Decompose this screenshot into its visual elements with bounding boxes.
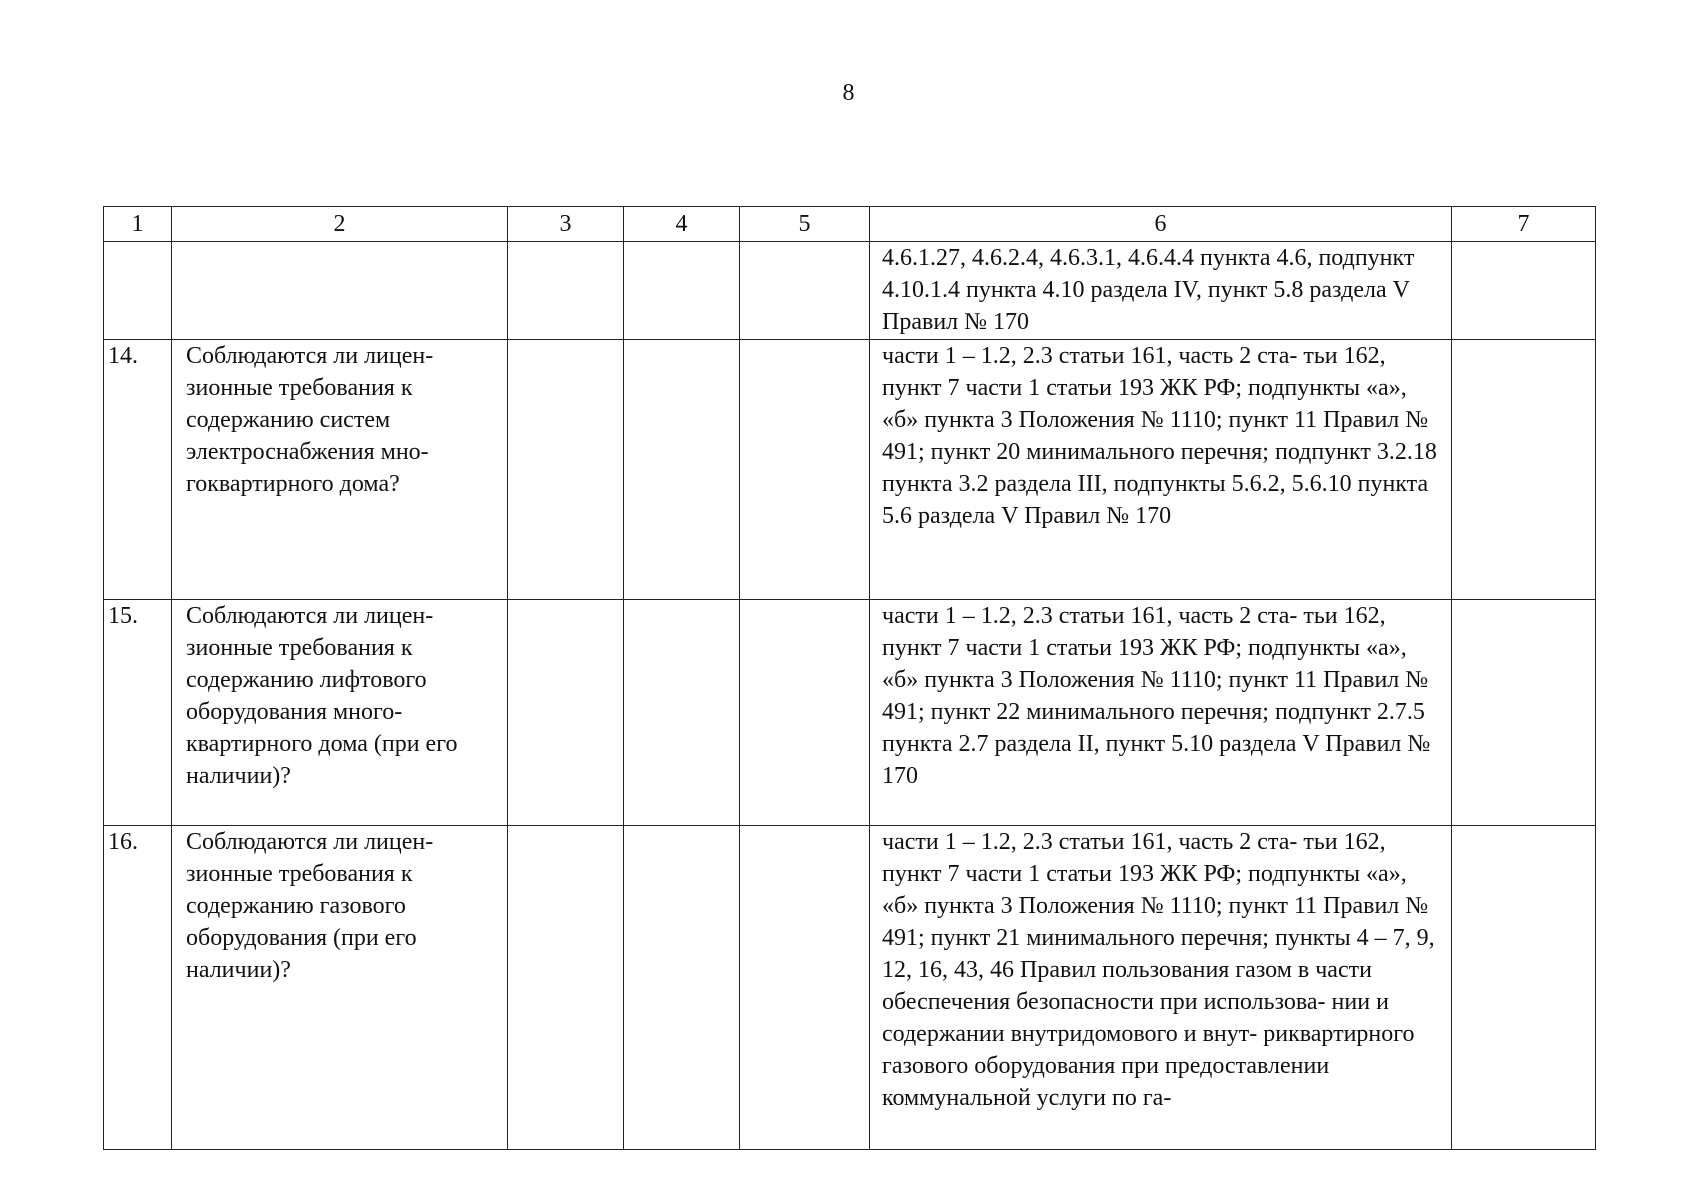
empty-cell (1452, 242, 1596, 340)
empty-cell (508, 600, 624, 826)
legal-basis-cell: части 1 – 1.2, 2.3 статьи 161, часть 2 ста- тьи 162, пункт 7 части 1 статьи 193 ЖК РФ; подпункты «а», «б» пункта 3 Положения № 1110; пункт 11 Правил № 491; пункт 22 минимального перечня; подпункт 2.7.5 пункта 2.7 раздела II, пункт 5.10 раздела V Правил № 170 (870, 600, 1452, 826)
column-header-6: 6 (870, 207, 1452, 242)
empty-cell (740, 340, 870, 600)
header-row (104, 207, 1596, 242)
empty-cell (624, 600, 740, 826)
legal-basis-cell: 4.6.1.27, 4.6.2.4, 4.6.3.1, 4.6.4.4 пункта 4.6, подпункт 4.10.1.4 пункта 4.10 раздела IV, пункт 5.8 раздела V Правил № 170 (870, 242, 1452, 340)
column-header-4: 4 (624, 207, 740, 242)
empty-cell (624, 242, 740, 340)
column-header-2: 2 (172, 207, 508, 242)
row-number: 15. (104, 600, 172, 826)
empty-cell (624, 340, 740, 600)
column-header-5: 5 (740, 207, 870, 242)
question-cell: Соблюдаются ли лицен- зионные требования к содержанию газового оборудования (при его наличии)? (172, 826, 508, 1150)
empty-cell (1452, 826, 1596, 1150)
column-header-1: 1 (104, 207, 172, 242)
column-header-7: 7 (1452, 207, 1596, 242)
row-number: 14. (104, 340, 172, 600)
page-number: 8 (842, 80, 855, 106)
empty-cell (1452, 340, 1596, 600)
table-row (104, 340, 1596, 600)
legal-basis-cell: части 1 – 1.2, 2.3 статьи 161, часть 2 ста- тьи 162, пункт 7 части 1 статьи 193 ЖК РФ; подпункты «а», «б» пункта 3 Положения № 1110; пункт 11 Правил № 491; пункт 20 минимального перечня; подпункт 3.2.18 пункта 3.2 раздела III, подпункты 5.6.2, 5.6.10 пункта 5.6 раздела V Правил № 170 (870, 340, 1452, 600)
requirements-table (103, 206, 1596, 1150)
legal-basis-cell: части 1 – 1.2, 2.3 статьи 161, часть 2 ста- тьи 162, пункт 7 части 1 статьи 193 ЖК РФ; подпункты «а», «б» пункта 3 Положения № 1110; пункт 11 Правил № 491; пункт 21 минимального перечня; пункты 4 – 7, 9, 12, 16, 43, 46 Правил пользования газом в части обеспечения безопасности при использова- нии и содержании внутридомового и внут- риквартирного газового оборудования при предоставлении коммунальной услуги по га- (870, 826, 1452, 1150)
empty-cell (1452, 600, 1596, 826)
row-number (104, 242, 172, 340)
column-header-3: 3 (508, 207, 624, 242)
table-row (104, 600, 1596, 826)
table-row (104, 826, 1596, 1150)
question-cell (172, 242, 508, 340)
table-row (104, 242, 1596, 340)
row-number: 16. (104, 826, 172, 1150)
empty-cell (624, 826, 740, 1150)
question-cell: Соблюдаются ли лицен- зионные требования к содержанию систем электроснабжения мно- гоквартирного дома? (172, 340, 508, 600)
empty-cell (508, 826, 624, 1150)
empty-cell (508, 242, 624, 340)
question-cell: Соблюдаются ли лицен- зионные требования к содержанию лифтового оборудования много- квартирного дома (при его наличии)? (172, 600, 508, 826)
empty-cell (508, 340, 624, 600)
empty-cell (740, 600, 870, 826)
empty-cell (740, 826, 870, 1150)
empty-cell (740, 242, 870, 340)
